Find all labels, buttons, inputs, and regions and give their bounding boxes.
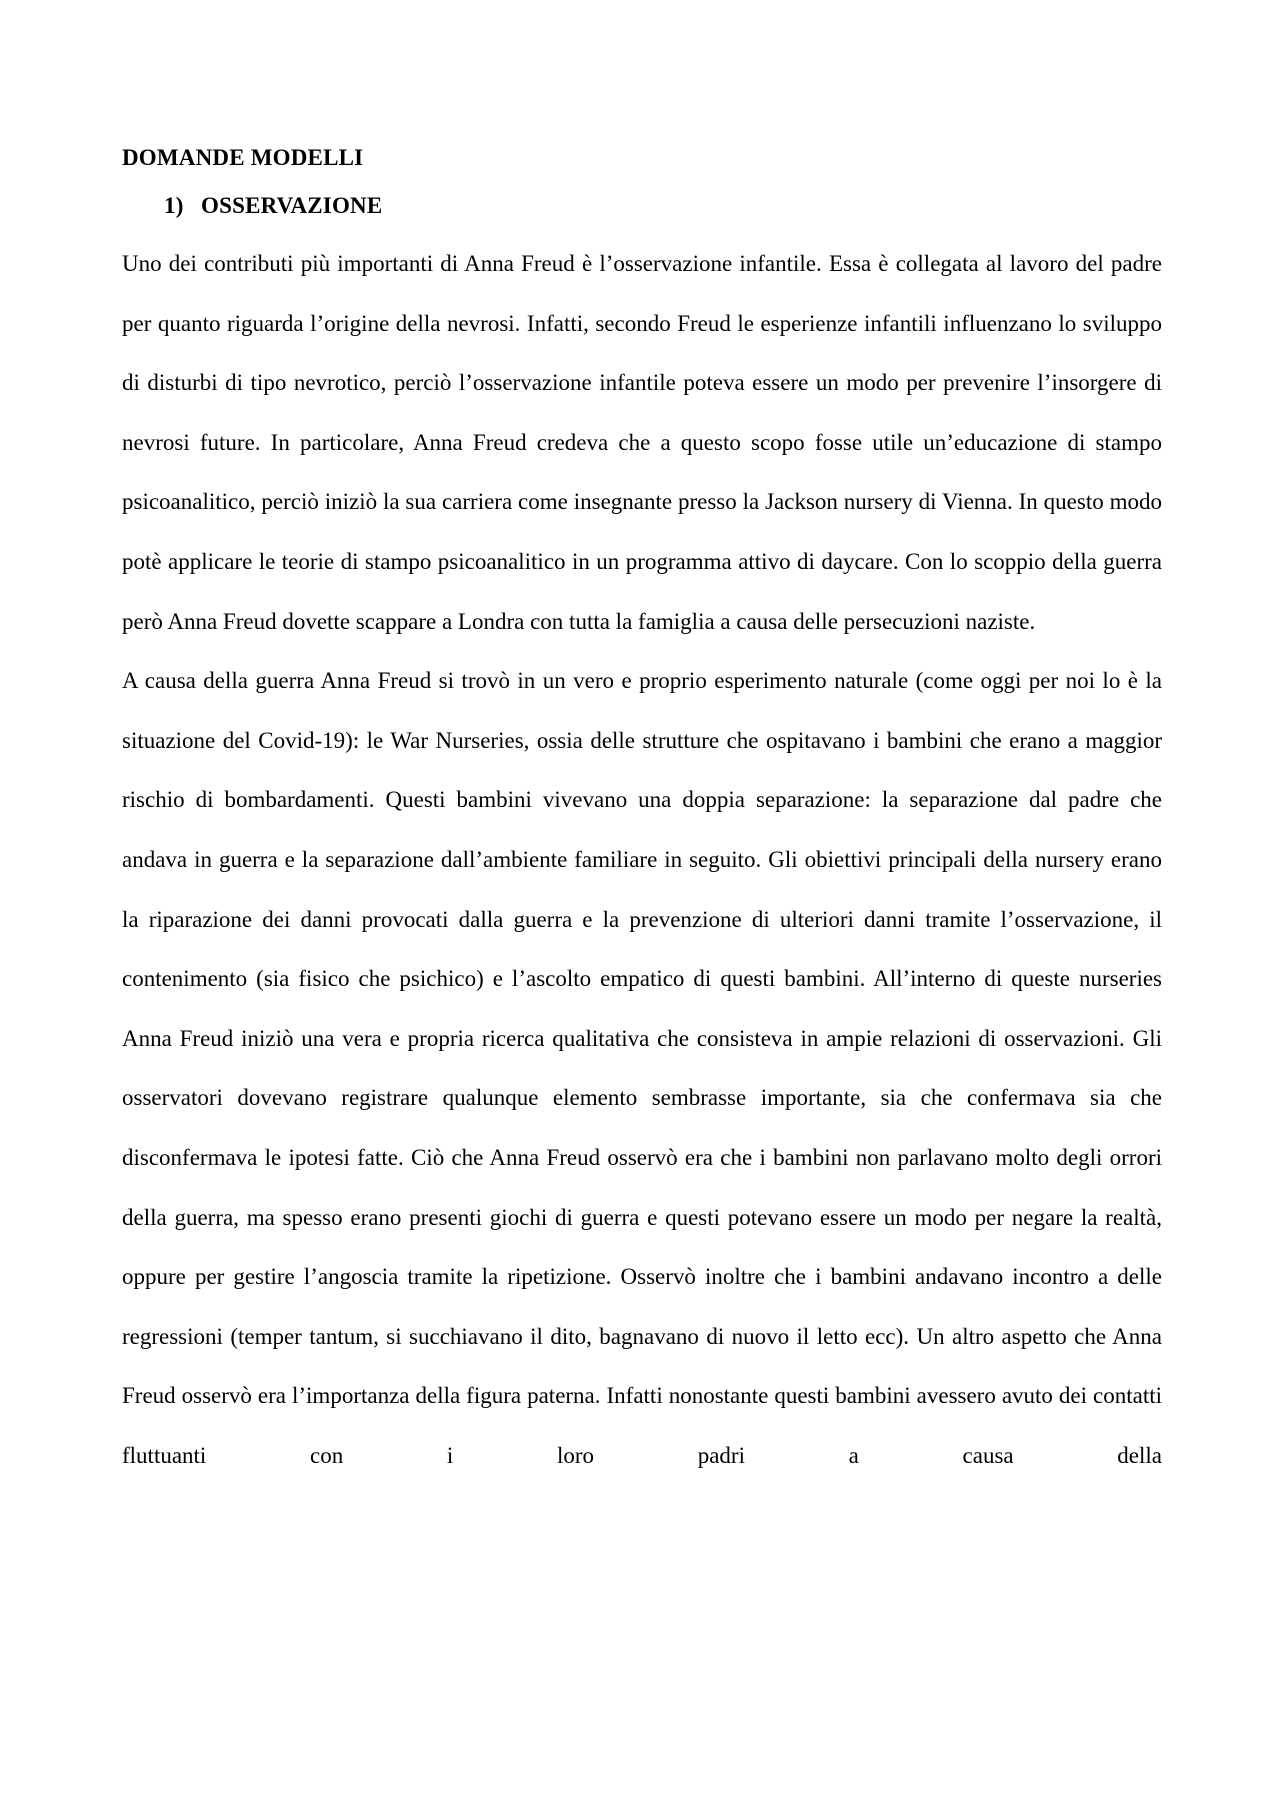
document-title: DOMANDE MODELLI xyxy=(122,145,364,170)
paragraph-1: Uno dei contributi più importanti di Anna Freud è l’osservazione infantile. Essa è collegata al lavoro del padre per quanto riguarda l’origine della nevrosi. Infatti, secondo Freud le esperienze infantili influenzano lo sviluppo di disturbi di tipo nevrotico, perciò l’osservazione infantile poteva essere un modo per prevenire l’insorgere di nevrosi future. In particolare, Anna Freud credeva che a questo scopo fosse utile un’educazione di stampo psicoanalitico, perciò iniziò la sua carriera come insegnante presso la Jackson nursery di Vienna. In questo modo potè applicare le teorie di stampo psicoanalitico in un programma attivo di daycare. Con lo scoppio della guerra però Anna Freud dovette scappare a Londra con tutta la famiglia a causa delle persecuzioni naziste. xyxy=(122,251,1162,634)
section-number: 1) xyxy=(164,193,184,218)
paragraph-2: A causa della guerra Anna Freud si trovò in un vero e proprio esperimento naturale (come oggi per noi lo è la situazione del Covid-19): le War Nurseries, ossia delle strutture che ospitavano i bambini che erano a maggior rischio di bombardamenti. Questi bambini vivevano una doppia separazione: la separazione dal padre che andava in guerra e la separazione dall’ambiente familiare in seguito. Gli obiettivi principali della nursery erano la riparazione dei danni provocati dalla guerra e la prevenzione di ulteriori danni tramite l’osservazione, il contenimento (sia fisico che psichico) e l’ascolto empatico di questi bambini. All’interno di queste nurseries Anna Freud iniziò una vera e propria ricerca qualitativa che consisteva in ampie relazioni di osservazioni. Gli osservatori dovevano registrare qualunque elemento sembrasse importante, sia che confermava sia che disconfermava le ipotesi fatte. Ciò che Anna Freud osservò era che i bambini non parlavano molto degli orrori della guerra, ma spesso erano presenti giochi di guerra e questi potevano essere un modo per negare la realtà, oppure per gestire l’angoscia tramite la ripetizione. Osservò inoltre che i bambini andavano incontro a delle regressioni (temper tantum, si succhiavano il dito, bagnavano di nuovo il letto ecc). Un altro aspetto che Anna Freud osservò era l’importanza della figura paterna. Infatti nonostante questi bambini avessero avuto dei contatti fluttuanti con i loro padri a causa della xyxy=(122,668,1162,1468)
section-heading xyxy=(164,192,1162,220)
document-page xyxy=(122,144,1162,1485)
section-title: OSSERVAZIONE xyxy=(201,193,383,218)
